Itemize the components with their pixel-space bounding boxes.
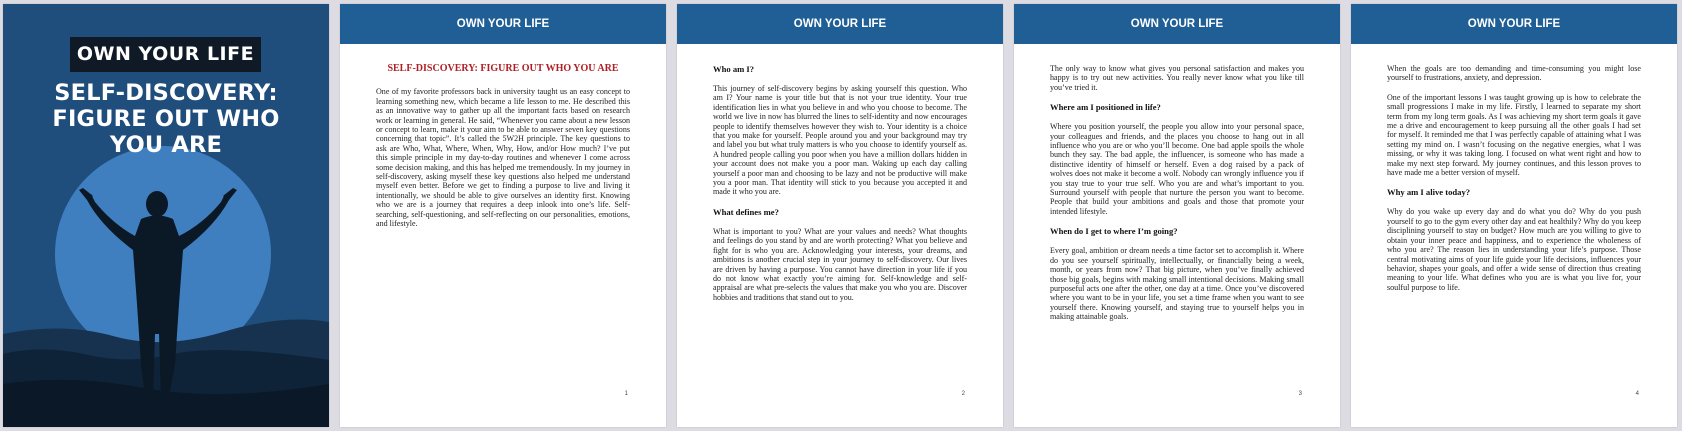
paragraph: One of my favorite professors back in university taught us an easy concept to learning something new, which became a life lesson to me. He described this as an innovative way to gather up all the important facts based on research work or learning in general. He said, “Whenever you came about a new lesson or concept to learn, make it your aim to be able to answer seven key questions concerning that topic”. It’s called the 5W2H principle. The key questions to ask are Who, What, Where, When, Why, How, and/or How much? I’ve put this simple principle in my day-to-day routines and whenever I come across some decision making, and this has helped me tremendously. In my journey in self-discovery, asking myself these key questions also helped me understand myself even better. Before we get to finding a purpose to live and living it intentionally, we should be able to give ourselves an identity first. Knowing who we are is a journey that requires a deep inlook into one’s life. Self-searching, self-questioning, and self-reflecting on our personalities, emotions, and lifestyle.	[376, 87, 630, 229]
cover-title-line: SELF-DISCOVERY:	[54, 80, 278, 106]
page-3	[1014, 4, 1340, 427]
page-header: OWN YOUR LIFE	[1351, 4, 1677, 44]
page-number: 2	[961, 391, 965, 397]
paragraph: Why do you wake up every day and do what you do? Why do you push yourself to go to the gym every other day and eat healthily? Why do you keep disciplining yourself to stay on budget? How much are you willing to give to obtain your inner peace and happiness, and to experience the wholeness of who you are? The reason lies in understanding your life’s purpose. Those central motivating aims of your life guide your life decisions, influences your behavior, shapes your goals, and offer a wide sense of direction thus creating meaning to your life. What defines who you are is what you live for, your soulful purpose to life.	[1387, 207, 1641, 292]
page-body	[713, 64, 967, 312]
paragraph: Where you position yourself, the people you allow into your personal space, your colleagues and friends, and the places you choose to hang out in all influence who you are or who you’ll become. One bad apple spoils the whole bunch they say. The bad apple, the influencer, is someone who has made a distinctive identity of himself or herself. Even a dog raised by a pack of wolves does not make it become a wolf. Nobody can wrongly influence you if you stay true to your true self. Who you are and what’s important to you. Surround yourself with people that nurture the person you want to become. People that build your ambitions and goals and those that promote your intended lifestyle.	[1050, 122, 1304, 216]
page-header: OWN YOUR LIFE	[1014, 4, 1340, 44]
page-body	[1050, 64, 1304, 332]
page-number: 3	[1298, 391, 1302, 397]
chapter-title: SELF-DISCOVERY: FIGURE OUT WHO YOU ARE	[387, 63, 619, 74]
paragraph: The only way to know what gives you personal satisfaction and makes you happy is to try out new activities. You really never know what you like till you’ve tried it.	[1050, 64, 1304, 92]
section-heading: Why am I alive today?	[1387, 187, 1471, 198]
page-1	[340, 4, 666, 427]
paragraph: Every goal, ambition or dream needs a time factor set to accomplish it. Where do you see yourself spiritually, intellectually, or financially being a week, month, or years from now? That big picture, when you’ve finally achieved those big goals, begins with making small intentional decisions. Making small purposeful acts one after the other, one day at a time. Once you’ve discovered where you want to be in your life, you set a time frame when you want to see yourself there. Knowing yourself, and staying true to yourself helps you in making attainable goals.	[1050, 246, 1304, 322]
page-body	[376, 54, 630, 239]
section-heading: When do I get to where I’m going?	[1050, 226, 1178, 237]
cover-title-line: FIGURE OUT WHO	[52, 106, 280, 132]
paragraph: This journey of self-discovery begins by asking yourself this question. Who am I? Your name is your title but that is not your true identity. Your true identification lies in what you believe in and who you choose to become. The world we live in now has blurred the lines to self-identity and now encourages people to identify themselves however they wish to. Your identity is a choice that you make for yourself. People around you and your background may try and label you but what truly matters is who you choose to identify yourself as. A hundred people calling you poor when you have a million dollars hidden in your account does not make you a poor man. Waking up each day calling yourself a poor man and choosing to be lazy and not be productive will make you a poor man. That identity will stick to you because you accepted it and made it who you are.	[713, 84, 967, 197]
paragraph: One of the important lessons I was taught growing up is how to celebrate the small progressions I make in my life. Firstly, I learned to separate my short term from my long term goals. As I was achieving my short term goals it gave me a drive and encouragement to keep pursuing all the other goals I had set for myself. It reminded me that I was perfectly capable of attaining what I was setting my mind on. I wasn’t focusing on the negative energies, what I was missing, or why it was taking long. I focused on what went right and how to make my next step forward. My journey continues, and this lesson proves to have made me a better version of myself.	[1387, 92, 1641, 178]
section-heading: Where am I positioned in life?	[1050, 102, 1161, 113]
page-body	[1387, 64, 1641, 302]
page-number: 4	[1635, 391, 1639, 397]
page-2	[677, 4, 1003, 427]
section-heading: What defines me?	[713, 206, 779, 217]
page-4	[1351, 4, 1677, 427]
page-header: OWN YOUR LIFE	[340, 4, 666, 44]
section-heading: Who am I?	[713, 64, 755, 74]
cover-band: OWN YOUR LIFE	[70, 37, 261, 72]
cover-page	[3, 4, 329, 427]
page-number: 1	[624, 391, 628, 397]
cover-title	[17, 80, 315, 158]
paragraph: When the goals are too demanding and time-consuming you might lose yourself to frustrations, anxiety, and depression.	[1387, 64, 1641, 83]
page-header: OWN YOUR LIFE	[677, 4, 1003, 44]
cover-title-line: YOU ARE	[109, 132, 223, 158]
paragraph: What is important to you? What are your values and needs? What thoughts and feelings do you stand by and are worth protecting? What you believe and fight for is who you are. Acknowledging your interests, your dreams, and ambitions is another crucial step in your journey to self-discovery. Our lives are driven by having a purpose. You cannot have direction in your life if you do not know what exactly you’re aiming for. Self-knowledge and self-appraisal are what pre-selects the values that make you who you are. Discover hobbies and traditions that stand out to you.	[713, 226, 967, 302]
